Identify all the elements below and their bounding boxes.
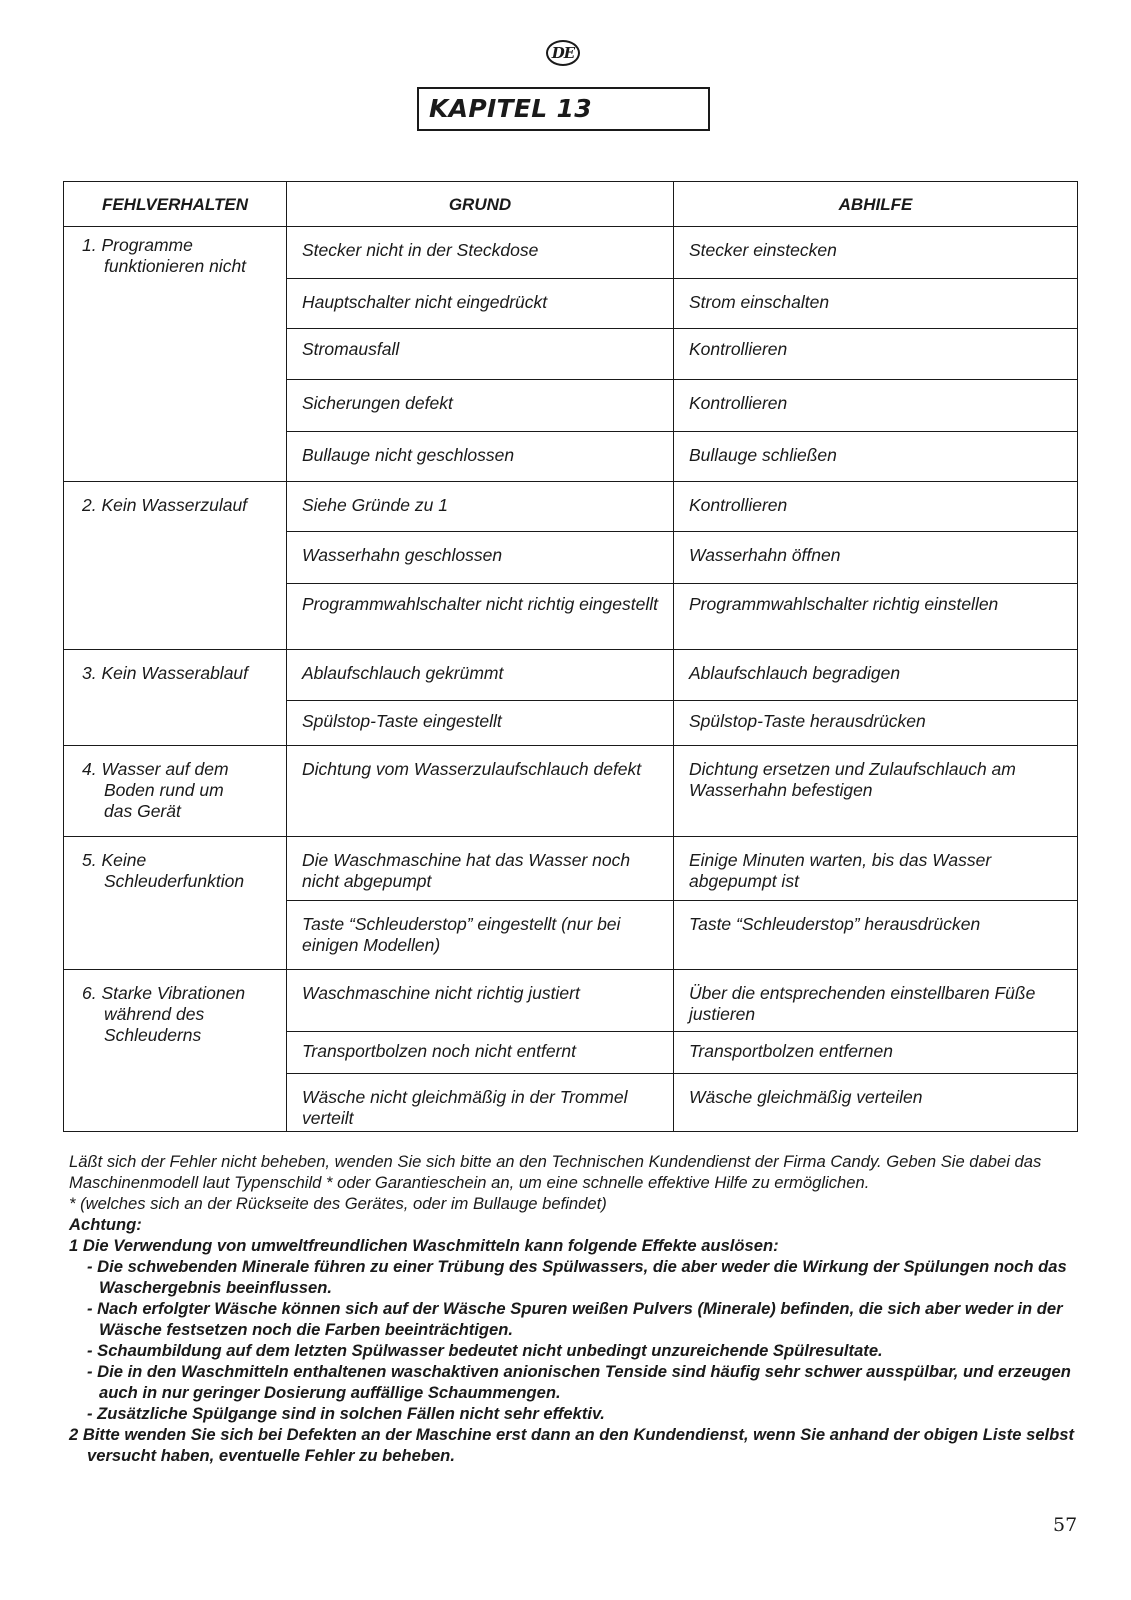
cause-cell: Wasserhahn geschlossen bbox=[287, 532, 674, 584]
footnote: * (welches sich an der Rückseite des Gerätes, oder im Bullauge befindet) bbox=[69, 1194, 607, 1213]
remedy-cell: Taste “Schleuderstop” herausdrücken bbox=[674, 901, 1078, 970]
remedy-cell: Transportbolzen entfernen bbox=[674, 1031, 1078, 1073]
cause-cell: Dichtung vom Wasserzulaufschlauch defekt bbox=[287, 745, 674, 836]
cause-cell: Die Waschmaschine hat das Wasser noch nicht abgepumpt bbox=[287, 836, 674, 901]
cause-cell: Ablaufschlauch gekrümmt bbox=[287, 649, 674, 701]
symptom-line: 3. Kein Wasserablauf bbox=[82, 662, 249, 683]
table-row bbox=[64, 481, 1078, 532]
remedy-cell: Strom einschalten bbox=[674, 278, 1078, 329]
note-bullet: - Nach erfolgter Wäsche können sich auf der Wäsche Spuren weißen Pulvers (Minerale) befinden, die sich aber weder in der Wäsche festsetzen noch die Farben beeinträchtigen. bbox=[87, 1299, 1063, 1339]
remedy-cell: Stecker einstecken bbox=[674, 227, 1078, 279]
intro-paragraph: Läßt sich der Fehler nicht beheben, wenden Sie sich bitte an den Technischen Kundendienst der Firma Candy. Geben Sie dabei das Maschinenmodell laut Typenschild * oder Garantieschein an, um eine schnelle effektive Hilfe zu ermöglichen. bbox=[69, 1152, 1042, 1192]
cause-cell: Waschmaschine nicht richtig justiert bbox=[287, 970, 674, 1032]
symptom-cell bbox=[64, 227, 287, 482]
note-bullet: - Schaumbildung auf dem letzten Spülwasser bedeutet nicht unbedingt unzureichende Spülresultate. bbox=[87, 1341, 883, 1360]
table-header-row bbox=[64, 182, 1078, 227]
cause-cell: Stromausfall bbox=[287, 329, 674, 380]
remedy-cell: Spülstop-Taste herausdrücken bbox=[674, 701, 1078, 745]
symptom-line: 4. Wasser auf dem bbox=[82, 758, 229, 779]
troubleshooting-table bbox=[63, 181, 1078, 1132]
table-row bbox=[64, 649, 1078, 701]
table-row bbox=[64, 836, 1078, 901]
chapter-heading-box bbox=[417, 87, 710, 131]
remedy-cell: Über die entsprechenden einstellbaren Füße justieren bbox=[674, 970, 1078, 1032]
remedy-cell: Wasserhahn öffnen bbox=[674, 532, 1078, 584]
remedy-cell: Kontrollieren bbox=[674, 329, 1078, 380]
chapter-title: KAPITEL 13 bbox=[429, 94, 592, 123]
remedy-cell: Ablaufschlauch begradigen bbox=[674, 649, 1078, 701]
remedy-cell: Programmwahlschalter richtig einstellen bbox=[674, 583, 1078, 649]
table-row bbox=[64, 227, 1078, 279]
symptom-line: 6. Starke Vibrationen bbox=[82, 983, 246, 1004]
cause-cell: Programmwahlschalter nicht richtig eingestellt bbox=[287, 583, 674, 649]
cause-cell: Hauptschalter nicht eingedrückt bbox=[287, 278, 674, 329]
symptom-line: Schleuderfunktion bbox=[104, 870, 245, 891]
cause-cell: Siehe Gründe zu 1 bbox=[287, 481, 674, 532]
symptom-line: 2. Kein Wasserzulauf bbox=[82, 494, 248, 515]
page-number: 57 bbox=[1053, 1514, 1078, 1536]
cause-cell: Stecker nicht in der Steckdose bbox=[287, 227, 674, 279]
attention-heading: Achtung: bbox=[69, 1215, 142, 1234]
remedy-cell: Kontrollieren bbox=[674, 379, 1078, 432]
remedy-cell: Dichtung ersetzen und Zulaufschlauch am Wasserhahn befestigen bbox=[674, 745, 1078, 836]
cause-cell: Bullauge nicht geschlossen bbox=[287, 432, 674, 482]
symptom-cell bbox=[64, 649, 287, 745]
header-symptom: FEHLVERHALTEN bbox=[64, 182, 287, 227]
table-row bbox=[64, 745, 1078, 836]
symptom-line: 1. Programme bbox=[82, 235, 193, 255]
symptom-cell bbox=[64, 836, 287, 969]
note-bullet: - Die in den Waschmitteln enthaltenen waschaktiven anionischen Tenside sind häufig sehr schwer ausspülbar, und erzeugen auch in nur geringer Dosierung auffällige Schaummengen. bbox=[87, 1362, 1071, 1402]
notes-section bbox=[69, 1151, 1079, 1466]
symptom-cell bbox=[64, 970, 287, 1132]
symptom-line: 5. Keine bbox=[82, 849, 147, 870]
symptom-line: während des bbox=[104, 1004, 205, 1025]
symptom-line: Boden rund um bbox=[104, 779, 224, 800]
note-item-1: 1 Die Verwendung von umweltfreundlichen Waschmitteln kann folgende Effekte auslösen: bbox=[69, 1236, 779, 1255]
note-item-2: 2 Bitte wenden Sie sich bei Defekten an der Maschine erst dann an den Kundendienst, wenn Sie anhand der obigen Liste selbst versucht haben, eventuelle Fehler zu beheben. bbox=[69, 1425, 1075, 1465]
remedy-cell: Kontrollieren bbox=[674, 481, 1078, 532]
note-bullet: - Zusätzliche Spülgange sind in solchen Fällen nicht sehr effektiv. bbox=[87, 1404, 605, 1423]
symptom-cell bbox=[64, 745, 287, 836]
cause-cell: Spülstop-Taste eingestellt bbox=[287, 701, 674, 745]
remedy-cell: Wäsche gleichmäßig verteilen bbox=[674, 1074, 1078, 1132]
header-remedy: ABHILFE bbox=[674, 182, 1078, 227]
symptom-line: das Gerät bbox=[104, 800, 181, 821]
symptom-line: Schleuderns bbox=[104, 1025, 202, 1046]
note-bullet: - Die schwebenden Minerale führen zu einer Trübung des Spülwassers, die aber weder die Wirkung der Spülungen noch das Waschergebnis beeinflussen. bbox=[87, 1257, 1067, 1297]
cause-cell: Sicherungen defekt bbox=[287, 379, 674, 432]
cause-cell: Taste “Schleuderstop” eingestellt (nur bei einigen Modellen) bbox=[287, 901, 674, 970]
symptom-line: funktionieren nicht bbox=[104, 256, 247, 276]
cause-cell: Transportbolzen noch nicht entfernt bbox=[287, 1031, 674, 1073]
remedy-cell: Bullauge schließen bbox=[674, 432, 1078, 482]
remedy-cell: Einige Minuten warten, bis das Wasser abgepumpt ist bbox=[674, 836, 1078, 901]
cause-cell: Wäsche nicht gleichmäßig in der Trommel verteilt bbox=[287, 1074, 674, 1132]
header-cause: GRUND bbox=[287, 182, 674, 227]
symptom-cell bbox=[64, 481, 287, 649]
table-row bbox=[64, 970, 1078, 1032]
language-badge: DE bbox=[546, 40, 580, 66]
